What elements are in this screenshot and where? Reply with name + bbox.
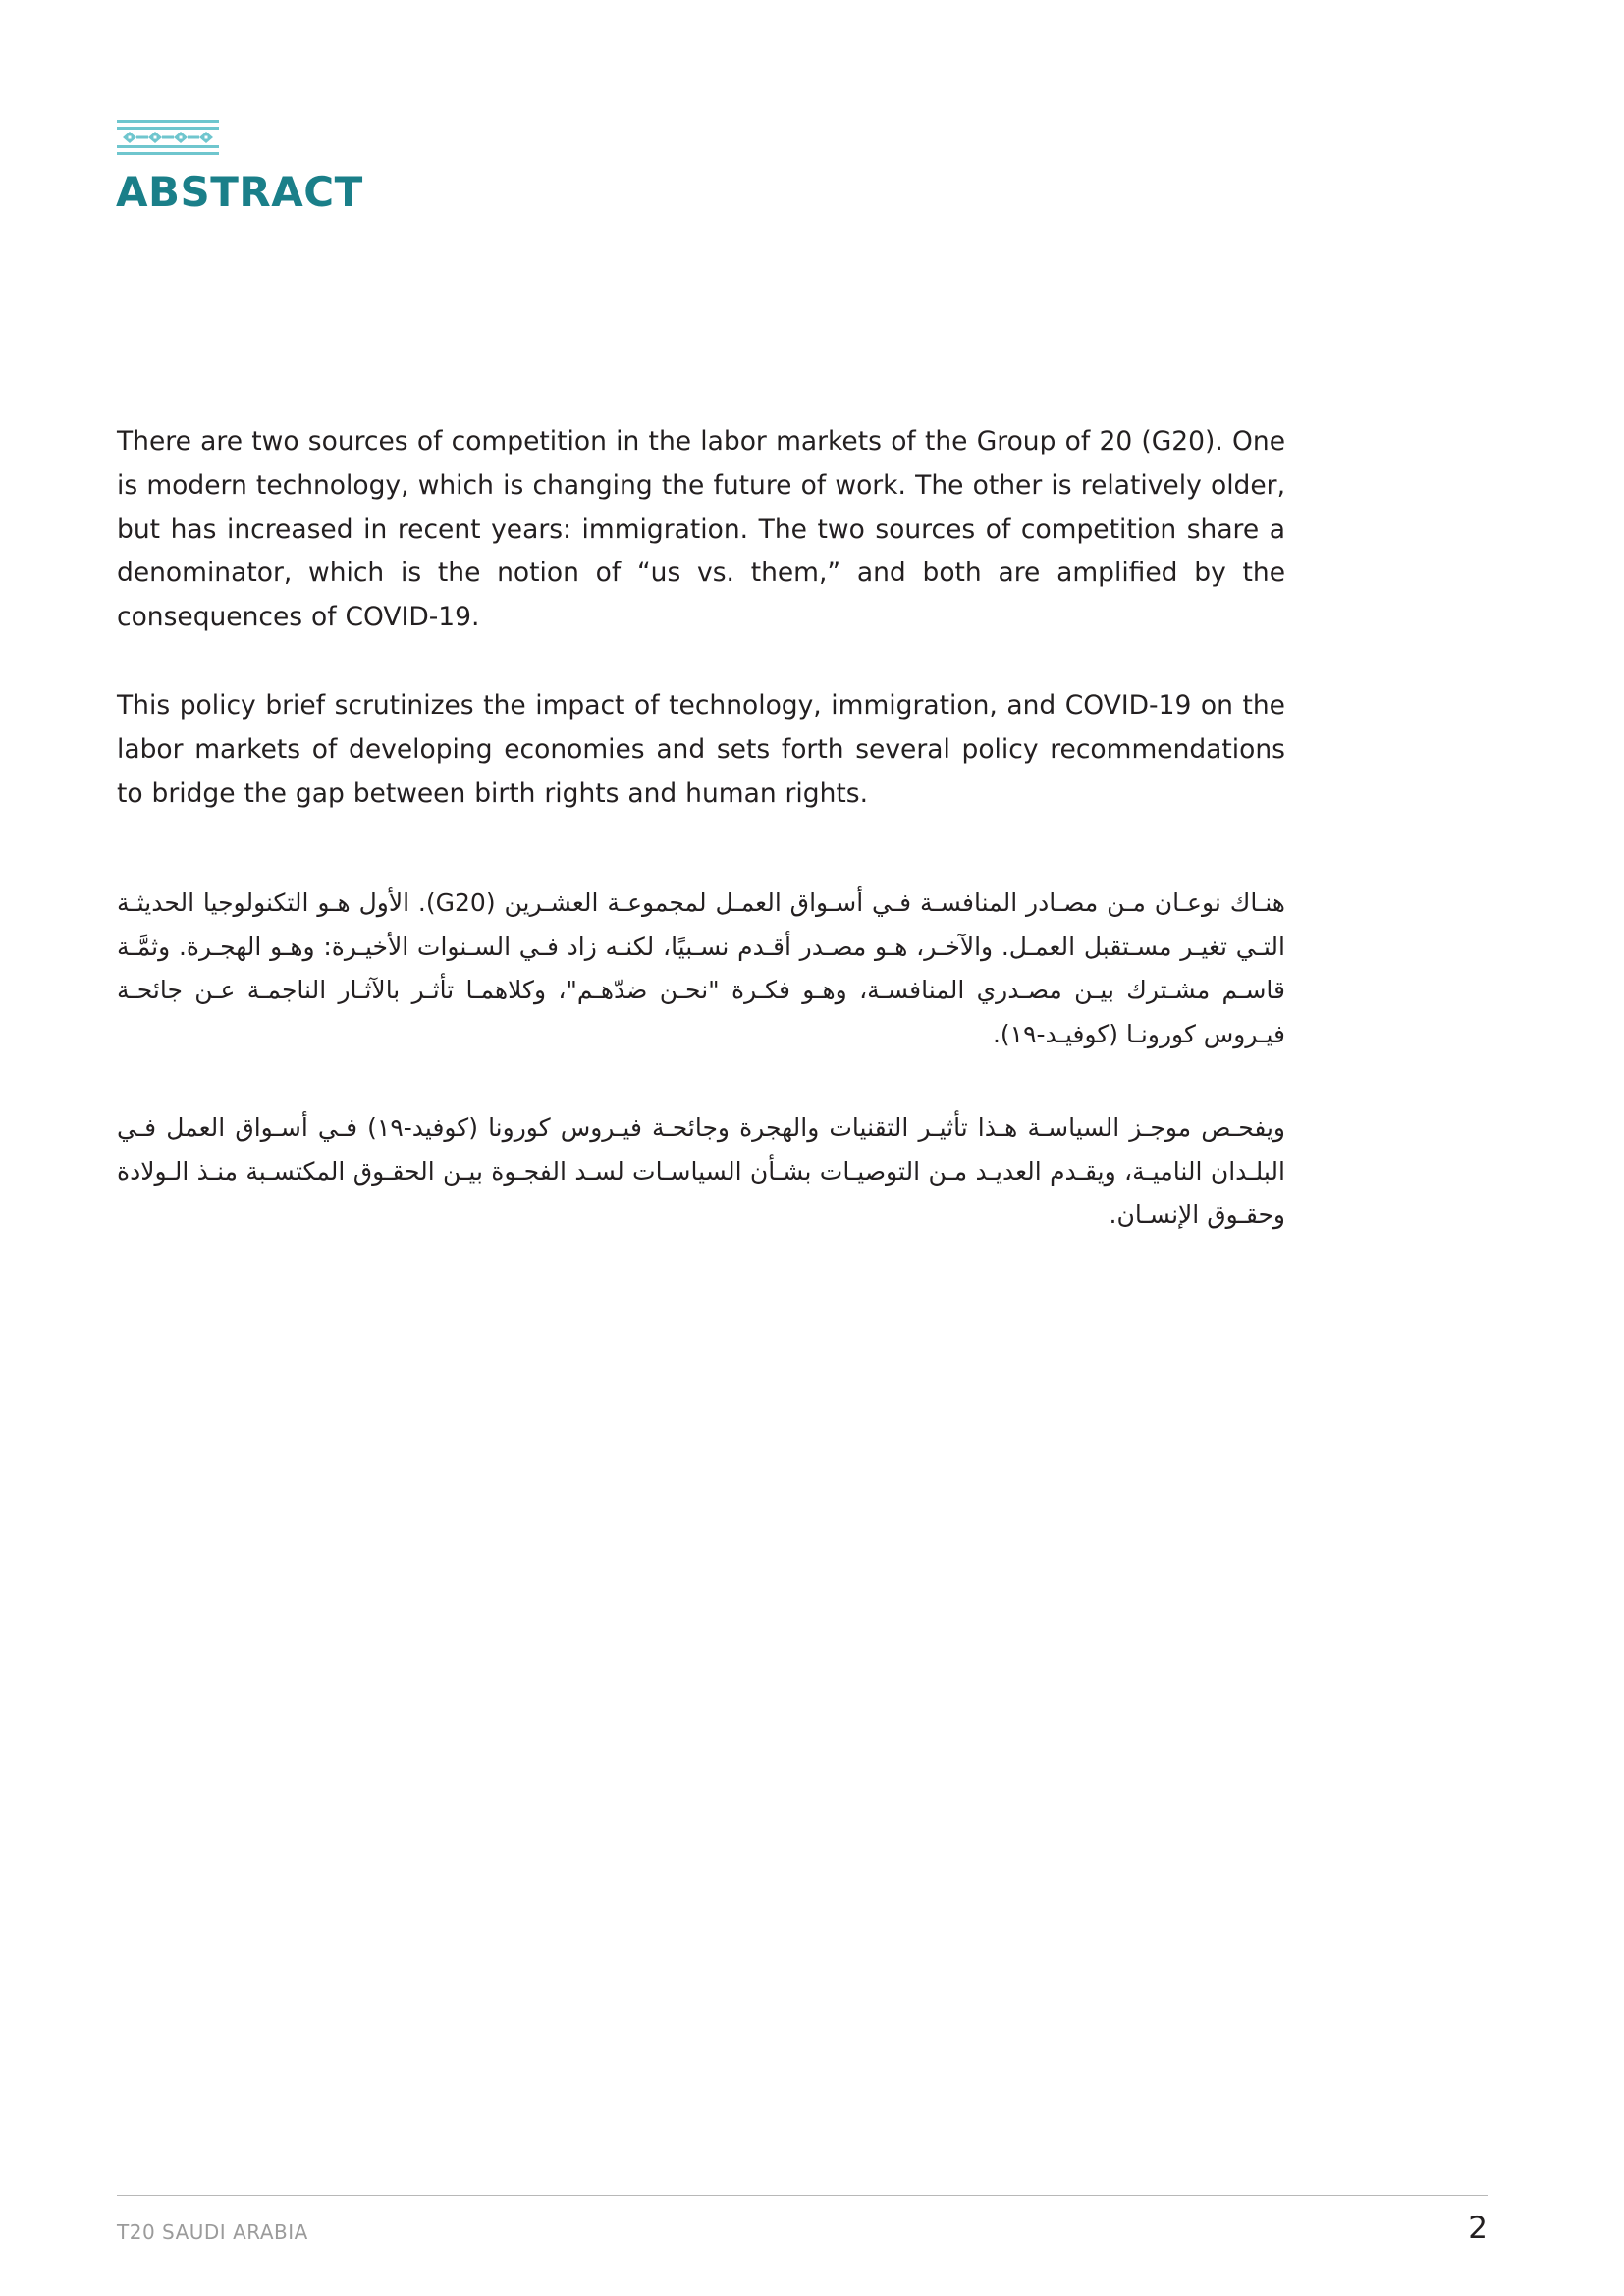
footer-divider [117,2195,1488,2196]
english-paragraph-2: This policy brief scrutinizes the impact of technology, immigration, and COVID-19 on the labor markets of developing economies and sets forth several policy recommendations to bridge the gap between birth rights and human rights. [117,690,1285,809]
patterned-band-icon [117,120,219,155]
arabic-paragraph-1: هنـاك نوعـان مـن مصـادر المنافسـة فـي أسـواق العمـل لمجموعـة العشـرين (G20). الأول هـو التكنولوجيا الحديثـة التـي تغيـر مسـتقبل العمـل. والآخـر، هـو مصـدر أقـدم نسـبيًا، لكنـه زاد فـي السـنوات الأخيـرة: وهـو الهجـرة. وثمَّـة قاسـم مشـترك بيـن مصـدري المنافسـة، وهـو فكـرة "نحـن ضدّهـم"، وكلاهمـا تأثـر بالآثـار الناجمـة عـن جائحـة فيـروس كورونـا (كوفيـد-١٩). [117,888,1285,1048]
footer-label: T20 SAUDI ARABIA [117,2220,308,2244]
page-number: 2 [1468,2211,1488,2246]
arabic-paragraph-2: ويفحـص موجـز السياسـة هـذا تأثيـر التقنيات والهجرة وجائحـة فيـروس كورونا (كوفيد-١٩) فـي أسـواق العمل فـي البلـدان الناميـة، ويقـدم العديـد مـن التوصيـات بشـأن السياسـات لسـد الفجـوة بيـن الحقـوق المكتسـبة منـذ الـولادة وحقـوق الإنسـان. [117,1113,1286,1229]
page-title: ABSTRACT [116,168,363,216]
english-paragraph-1: There are two sources of competition in the labor markets of the Group of 20 (G20). One is modern technology, which is changing the future of work. The other is relatively older, but has increased in recent years: immigration. The two sources of competition share a denominator, which is the notion of “us vs. them,” and both are amplified by the consequences of COVID-19. [117,426,1285,633]
